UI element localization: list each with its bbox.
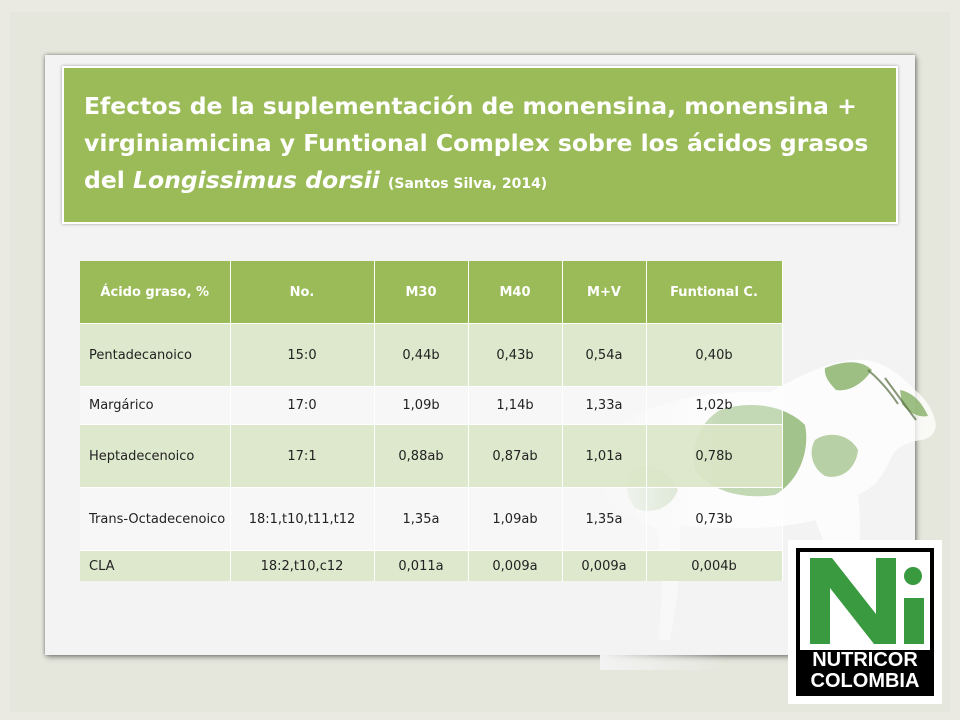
header-acido-graso: Ácido graso, % — [80, 261, 230, 324]
logo-line2: COLOMBIA — [810, 670, 920, 692]
cell-m30: 0,011a — [374, 551, 468, 582]
cell-no: 18:1,t10,t11,t12 — [230, 488, 374, 551]
table-row — [80, 324, 782, 387]
table-header-row — [80, 261, 782, 324]
header-m40: M40 — [468, 261, 562, 324]
cell-name: Margárico — [80, 387, 230, 425]
table-row — [80, 387, 782, 425]
cell-m40: 1,14b — [468, 387, 562, 425]
cell-no: 18:2,t10,c12 — [230, 551, 374, 582]
cell-no: 17:1 — [230, 425, 374, 488]
header-m30: M30 — [374, 261, 468, 324]
cell-name: Trans-Octadecenoico — [80, 488, 230, 551]
cell-m30: 1,35a — [374, 488, 468, 551]
cell-fc: 0,78b — [646, 425, 782, 488]
cell-mv: 0,54a — [562, 324, 646, 387]
header-no: No. — [230, 261, 374, 324]
cell-name: CLA — [80, 551, 230, 582]
cell-mv: 1,33a — [562, 387, 646, 425]
header-mv: M+V — [562, 261, 646, 324]
table-row — [80, 425, 782, 488]
cell-fc: 0,40b — [646, 324, 782, 387]
cell-mv: 1,35a — [562, 488, 646, 551]
logo-text — [796, 650, 934, 692]
cell-no: 15:0 — [230, 324, 374, 387]
cell-m40: 0,43b — [468, 324, 562, 387]
cell-m40: 1,09ab — [468, 488, 562, 551]
logo-line1: NUTRICOR — [812, 649, 918, 671]
header-funtional-c: Funtional C. — [646, 261, 782, 324]
slide-title — [84, 88, 884, 203]
cell-fc: 0,004b — [646, 551, 782, 582]
cell-m40: 0,87ab — [468, 425, 562, 488]
cell-fc: 1,02b — [646, 387, 782, 425]
cell-m30: 0,44b — [374, 324, 468, 387]
cell-mv: 1,01a — [562, 425, 646, 488]
cell-m30: 0,88ab — [374, 425, 468, 488]
cell-name: Pentadecanoico — [80, 324, 230, 387]
cell-name: Heptadecenoico — [80, 425, 230, 488]
title-main: Efectos de la suplementación de monensina, monensina + virginiamicina y Funtional Complex sobre los ácidos grasos del — [84, 92, 869, 194]
table-row — [80, 551, 782, 582]
title-italic: Longissimus dorsii — [133, 166, 380, 194]
table-row — [80, 488, 782, 551]
fatty-acids-table — [80, 261, 783, 581]
cell-fc: 0,73b — [646, 488, 782, 551]
cell-mv: 0,009a — [562, 551, 646, 582]
cell-m30: 1,09b — [374, 387, 468, 425]
logo-mark — [800, 552, 930, 650]
title-banner — [62, 66, 898, 224]
n-icon — [800, 552, 930, 650]
cell-m40: 0,009a — [468, 551, 562, 582]
title-citation: (Santos Silva, 2014) — [387, 176, 548, 192]
cell-no: 17:0 — [230, 387, 374, 425]
nutricor-logo — [788, 540, 942, 704]
